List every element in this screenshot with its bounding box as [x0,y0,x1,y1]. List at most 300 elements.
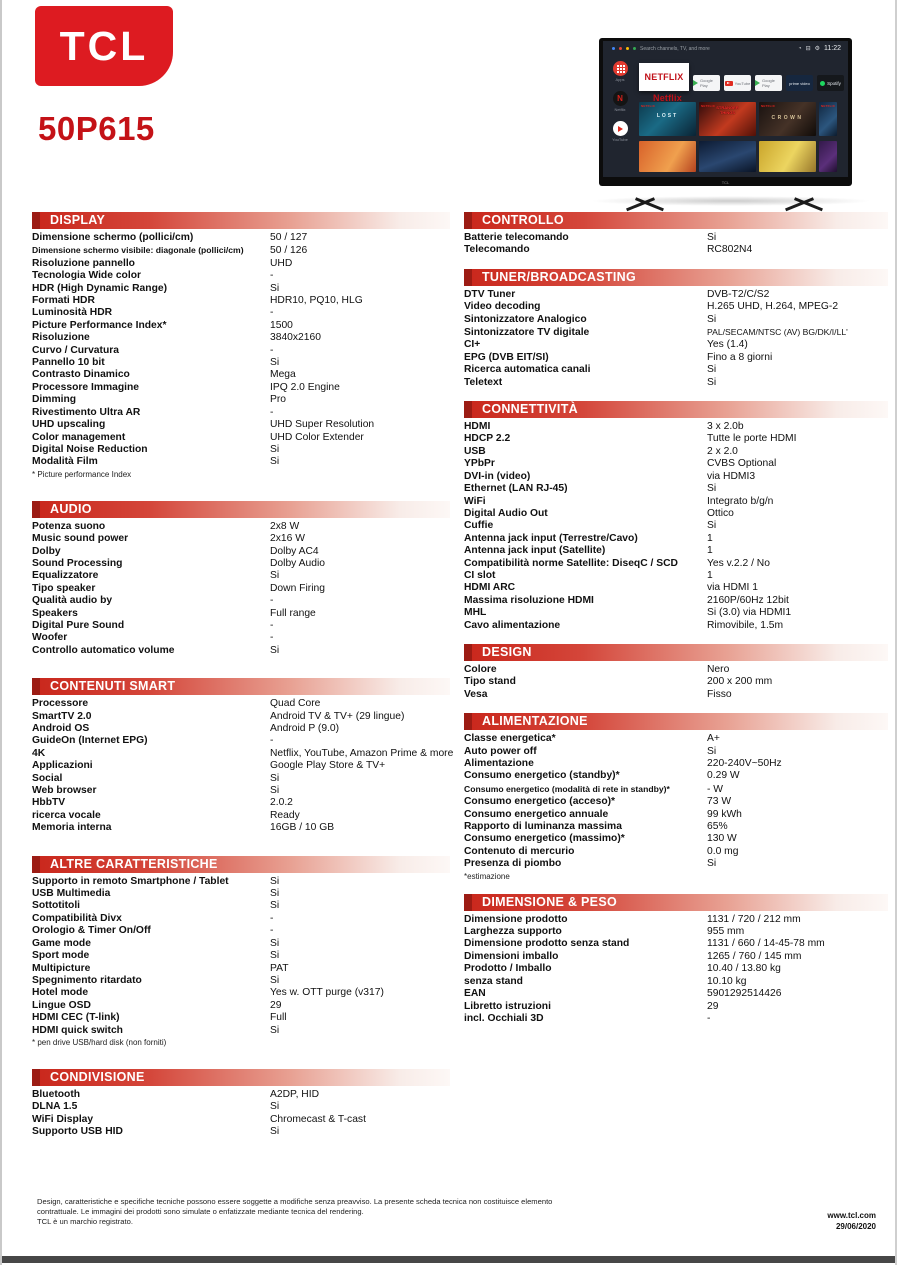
spec-value: 10.40 / 13.80 kg [707,963,781,975]
spec-label: Digital Audio Out [464,507,548,519]
spec-label: Colore [464,663,497,675]
spec-label: Presenza di piombo [464,858,562,870]
spec-value: Si [707,232,717,243]
spec-value: Si [707,313,717,325]
rail-youtube [605,121,635,142]
spec-value: Chromecast & T-cast [270,1113,366,1125]
spec-value: Full range [270,607,316,619]
spec-label: Contrasto Dinamico [32,369,130,381]
tv-apps-row [639,63,848,103]
spec-label: Dolby [32,545,61,557]
spec-label: Woofer [32,632,68,644]
spec-row [32,876,450,888]
spec-label: Luminosità HDR [32,307,113,319]
spec-value: Si [270,456,280,468]
spec-label: Auto power off [464,745,537,757]
spec-value: 1500 [270,319,293,331]
spec-value: Yes (1.4) [707,339,748,351]
play-games-app-card: Google Play [755,75,782,91]
spec-row [32,432,450,444]
spec-label: CI+ [464,339,481,351]
spec-row [32,1126,450,1138]
spec-section [464,644,888,701]
rail-netflix [605,91,635,112]
spec-value: Si [270,570,280,582]
spec-label: SmartTV 2.0 [32,710,92,722]
spec-row [32,975,450,987]
spec-value: UHD Super Resolution [270,419,375,431]
section-footnote: * pen drive USB/hard disk (non forniti) [32,1037,167,1047]
bottom-bar [2,1256,895,1263]
spec-label: Hotel mode [32,987,89,999]
spec-row [464,520,888,532]
spec-row [32,773,450,785]
spec-label: Applicazioni [32,760,93,772]
spec-label: Tipo stand [464,676,516,688]
section-header [32,212,450,229]
spec-section [464,269,888,389]
netflix-card-label: Netflix [653,93,682,103]
spec-label: Risoluzione pannello [32,257,135,269]
spec-value: Si [270,443,280,455]
spec-label: Larghezza supporto [464,926,562,938]
spec-value: - [270,344,274,356]
spec-label: Compatibilità Divx [32,912,122,924]
spec-row [464,926,888,938]
spec-row [32,258,450,270]
spec-value: 29 [270,999,282,1011]
spec-value: Si [270,785,280,797]
spec-label: Cuffie [464,520,494,532]
spec-label: WiFi Display [32,1113,94,1125]
header-accent [464,644,472,661]
spec-value: Full [270,1012,287,1024]
spec-value: 955 mm [707,926,745,938]
spec-label: Android OS [32,723,90,734]
spec-row [32,444,450,456]
spec-value: Si [270,950,280,962]
spec-label: Orologio & Timer On/Off [32,925,151,937]
spec-row [464,770,888,782]
spec-row [464,846,888,858]
spec-value: 200 x 200 mm [707,676,773,688]
spec-row [32,925,450,937]
spec-value: PAL/SECAM/NTSC (AV) BG/DK/I/LL' [707,327,848,338]
spec-label: Classe energetica* [464,733,556,745]
spec-row [32,711,450,723]
spec-row [32,698,450,710]
thumb-partial [819,102,837,136]
spec-row [464,377,888,389]
spec-value: 2.0.2 [270,797,293,809]
spec-value: 65% [707,821,728,833]
youtube-app-card: YouTube [724,75,751,91]
spec-row [32,270,450,282]
header-accent [464,713,472,730]
spec-label: Qualità audio by [32,595,113,607]
spec-value: Si [270,644,280,656]
spec-value: 220-240V~50Hz [707,758,782,769]
section-header [32,501,450,518]
section-title: AUDIO [50,501,92,516]
spec-row [464,809,888,821]
spec-value: 0.0 mg [707,845,739,857]
spec-label: Picture Performance Index* [32,319,167,331]
spec-value: 0.29 W [707,770,740,782]
section-header [464,644,888,661]
spec-row [464,746,888,758]
spec-section [32,856,450,1048]
spec-value: PAT [270,962,289,974]
spec-value: via HDMI 1 [707,582,758,594]
spec-label: Consumo energetico (massimo)* [464,833,625,845]
google-dot-blue-icon [612,47,615,50]
spec-row [32,232,450,244]
spec-value: 1 [707,569,713,581]
spec-row [32,797,450,809]
spec-value: Ready [270,809,300,821]
spec-row [464,833,888,845]
spec-row [464,289,888,301]
spec-label: Consumo energetico (standby)* [464,770,620,782]
section-header [32,1069,450,1086]
spec-value: Down Firing [270,582,325,594]
spec-label: Digital Noise Reduction [32,443,148,455]
spec-value: Netflix, YouTube, Amazon Prime & more [270,747,454,759]
spec-value: Integrato b/g/n [707,495,774,507]
spec-row [464,314,888,326]
spec-value: HDR10, PQ10, HLG [270,295,363,307]
spec-label: Massima risoluzione HDMI [464,594,594,606]
spec-value: 3840x2160 [270,332,321,344]
spec-row [32,747,454,760]
spec-row [32,332,450,344]
spec-row [464,689,888,701]
spec-row [32,645,450,657]
spec-value: Si [707,364,717,376]
spec-row [464,433,888,445]
spec-row [464,558,888,570]
spec-value: UHD [270,257,293,269]
spec-label: USB Multimedia [32,888,111,900]
spec-value: Quad Core [270,698,321,710]
thumb-the-crown: NETFLIX CROWN [759,102,816,136]
spec-label: HDMI quick switch [32,1024,123,1036]
spec-value: - [270,406,274,418]
footer-line-3: TCL è un marchio registrato. [37,1216,133,1226]
thumb-stranger-things: NETFLIX STRANGER THINGS [699,102,756,136]
spec-value: DVB-T2/C/S2 [707,288,770,300]
spec-row [464,676,888,688]
spec-label: Rapporto di luminanza massima [464,821,622,833]
spec-row [464,496,888,508]
spec-value: Si [707,858,717,870]
spec-value: 99 kWh [707,808,742,820]
spec-label: Processore Immagine [32,381,140,393]
spec-row [32,760,450,772]
spec-label: Sintonizzatore Analogico [464,313,587,325]
spec-label: Spegnimento ritardato [32,974,142,986]
spec-label: Tecnologia Wide color [32,270,141,282]
section-header [464,401,888,418]
spec-label: Dimensione schermo (pollici/cm) [32,232,194,243]
section-header [464,894,888,911]
spec-value: Nero [707,663,730,675]
spec-value: via HDMI3 [707,470,756,482]
section-title: DESIGN [482,644,532,659]
spec-value: 50 / 127 [270,232,308,243]
spec-label: CI slot [464,569,496,581]
spec-value: - [270,619,274,631]
rail-apps [605,61,635,82]
netflix-icon: N [613,91,628,106]
spec-label: Lingue OSD [32,999,91,1011]
spec-label: EAN [464,988,486,1000]
spec-row [464,471,888,483]
spec-row [32,1025,450,1037]
spec-label: Libretto istruzioni [464,1000,551,1012]
spec-label: HDMI CEC (T-link) [32,1012,120,1024]
spec-value: Si [270,900,280,912]
spec-value: Si [707,745,717,757]
spec-value: 1265 / 760 / 145 mm [707,950,802,962]
section-title: CONDIVISIONE [50,1069,145,1084]
header-accent [464,401,472,418]
spec-label: senza stand [464,975,523,987]
spec-value: Fino a 8 giorni [707,351,773,363]
spec-label: Supporto USB HID [32,1126,123,1138]
spec-value: Pro [270,394,287,406]
google-dot-green-icon [633,47,636,50]
spec-row [464,1013,888,1025]
section-title: DIMENSIONE & PESO [482,894,617,909]
spec-label: Antenna jack input (Satellite) [464,545,606,557]
spec-row [32,570,450,582]
spec-value: Si [270,875,280,887]
spec-value: Si [270,937,280,949]
header-accent [464,212,472,229]
spec-row [32,558,450,570]
spec-row [32,1101,450,1113]
spec-row [464,733,888,745]
spec-value: Si [270,1126,280,1138]
spec-row [32,987,450,999]
spec-label: Speakers [32,607,78,619]
spec-label: Game mode [32,937,91,949]
spec-label: Dimming [32,394,77,406]
spec-row [464,1001,888,1013]
footer-line-2: contrattuale. Le immagini dei prodotti sono simulate o enfatizzate mediante tecnica del rendering. [37,1206,364,1216]
spec-value: - [270,735,274,747]
spec-label: Memoria interna [32,822,112,834]
spec-value: Si [270,357,280,369]
spec-row [464,339,888,351]
footer-meta [827,1211,876,1232]
youtube-icon [613,121,628,136]
spec-label: HDMI [464,421,491,433]
netflix-watermark: NETFLIX [641,104,655,108]
spec-row [32,583,450,595]
spec-row [32,785,450,797]
spec-value: - [270,307,274,319]
section-title: ALTRE CARATTERISTICHE [50,856,218,871]
spec-row [32,1012,450,1024]
right-column [464,212,888,1037]
spec-label: HDR (High Dynamic Range) [32,282,168,294]
spec-row [32,307,450,319]
spec-section [32,1069,450,1139]
spec-row [32,900,450,912]
spec-row [464,533,888,545]
spec-label: Alimentazione [464,758,534,769]
spec-label: Cavo alimentazione [464,619,561,631]
spec-label: Web browser [32,785,97,797]
youtube-logo-icon [725,81,733,86]
spec-label: EPG (DVB EIT/SI) [464,351,549,363]
spec-label: Supporto in remoto Smartphone / Tablet [32,875,229,887]
tv-content-row-movies [639,141,837,172]
spec-label: Tipo speaker [32,582,96,594]
spec-label: Sottotitoli [32,900,81,912]
spec-value: - [270,270,274,282]
spec-row [32,283,450,295]
tv-status-bar [798,45,841,52]
spec-value: 1 [707,532,713,544]
spec-label: Risoluzione [32,332,90,344]
spec-row [32,244,450,257]
netflix-watermark: NETFLIX [701,104,715,108]
spec-row [32,320,450,332]
tv-screen [603,41,848,177]
footer-line-1: Design, caratteristiche e specifiche tecniche possono essere soggette a modifiche senza preavviso. La presente scheda tecnica non costituisce elemento [37,1197,553,1206]
spec-value: Dolby Audio [270,557,325,569]
spec-row [32,382,450,394]
google-play-app-card: Google Play [693,75,720,91]
spec-row [464,858,888,870]
spec-row [464,582,888,594]
spec-section [464,894,888,1026]
spec-value: 1 [707,545,713,557]
spec-label: Video decoding [464,301,541,313]
spec-label: WiFi [464,495,486,507]
spec-row [32,608,450,620]
spec-section [464,713,888,881]
thumb-lost-in-space: NETFLIX LOST [639,102,696,136]
section-header [32,678,450,695]
tv-search-bar [612,46,710,52]
spec-value: A2DP, HID [270,1088,320,1100]
spec-value: Android TV & TV+ (29 lingue) [270,710,405,722]
spec-value: A+ [707,733,720,745]
spec-value: CVBS Optional [707,458,777,470]
spec-label: Multipicture [32,962,91,974]
spec-section [32,678,454,834]
spec-row [32,456,450,468]
spec-value: Si [270,282,280,294]
spec-value: 16GB / 10 GB [270,822,335,834]
spec-label: Ethernet (LAN RJ-45) [464,483,568,495]
spec-value: RC802N4 [707,244,753,256]
spec-row [464,758,888,770]
tv-time: 11:22 [824,45,841,52]
spec-row [464,364,888,376]
spec-value: Si [270,888,280,900]
spec-label: Dimensione schermo visibile: diagonale (pollici/cm) [32,245,244,256]
header-accent [464,894,472,911]
spec-value: Fisso [707,688,732,700]
tcl-logo-text: TCL [59,22,149,69]
section-footnote: *estimazione [464,871,510,881]
spec-label: Controllo automatico volume [32,644,175,656]
spec-section [464,401,888,632]
spec-row [464,352,888,364]
spec-value: IPQ 2.0 Engine [270,381,340,393]
spec-row [32,1089,450,1101]
spec-section [464,212,888,257]
spec-row [32,620,450,632]
spec-row [464,446,888,458]
spec-row [32,735,450,747]
section-header [464,212,888,229]
spec-label: Modalità Film [32,456,98,468]
spec-label: Music sound power [32,533,129,545]
spec-label: Social [32,772,63,784]
spec-label: Rivestimento Ultra AR [32,406,141,418]
header-accent [32,856,40,873]
spec-label: HDCP 2.2 [464,433,511,445]
header-accent [32,1069,40,1086]
spec-row [32,595,450,607]
spec-label: YPbPr [464,458,495,470]
spec-label: DTV Tuner [464,288,516,300]
header-accent [32,501,40,518]
spec-row [464,607,888,619]
spec-value: 1131 / 720 / 212 mm [707,913,801,925]
play-triangle-icon [693,80,698,86]
spec-label: Sport mode [32,950,90,962]
spec-row [32,295,450,307]
spec-label: Color management [32,431,126,443]
spec-value: 73 W [707,796,732,808]
google-dot-red-icon [619,47,622,50]
spec-row [32,938,450,950]
spec-row [464,988,888,1000]
spec-label: Consumo energetico (acceso)* [464,796,616,808]
spec-row [464,326,888,339]
spec-value: - [707,1012,711,1024]
tv-search-text: Search channels, TV, and more [640,45,710,52]
spec-value: 2x8 W [270,520,300,532]
spec-row [464,232,888,244]
spec-row [32,888,450,900]
spec-row [32,810,450,822]
spec-row [32,357,450,369]
spec-value: - [270,925,274,937]
spec-value: H.265 UHD, H.264, MPEG-2 [707,301,839,313]
spec-value: Si [707,520,717,532]
spec-row [32,822,450,834]
spec-value: Si [707,376,717,388]
spec-row [464,914,888,926]
spec-label: Antenna jack input (Terrestre/Cavo) [464,532,638,544]
spec-row [32,632,450,644]
tv-content-row-netflix [639,102,837,136]
header-accent [32,212,40,229]
spec-row [32,913,450,925]
spotify-logo-icon [820,81,825,86]
spec-value: Si [270,1101,280,1113]
spec-value: 10.10 kg [707,975,747,987]
